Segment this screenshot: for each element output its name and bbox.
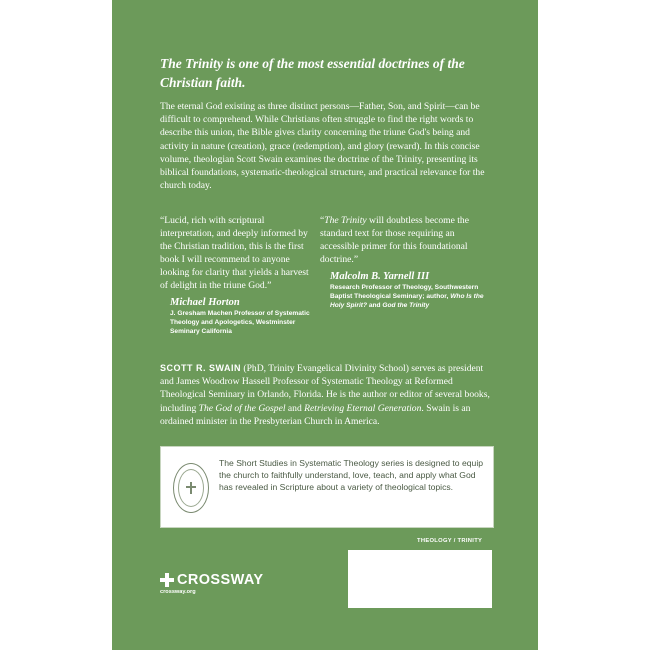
endorser-name: Malcolm B. Yarnell III xyxy=(330,271,430,282)
tagline: The Trinity is one of the most essential doctrines of the Christian faith. xyxy=(160,56,465,90)
series-description: The Short Studies in Systematic Theology series is designed to equip the church to faithfully understand, love, teach, and apply what God has revealed in Scripture about a variety of theological topics. xyxy=(219,458,484,492)
endorsement-horton xyxy=(160,214,318,336)
endorsement-text xyxy=(320,214,492,266)
crossway-cross-icon xyxy=(160,573,174,587)
book-title: The Trinity xyxy=(324,215,367,226)
endorsement-text: “Lucid, rich with scriptural interpretation, and deeply informed by the Christian tradition, this is the first book I will recommend to anyone looking for clarity that yields a harvest of delight in the triune God.” xyxy=(160,215,309,291)
publisher-url: crossway.org xyxy=(160,589,196,595)
book-title: Retrieving Eternal Generation xyxy=(304,402,422,414)
endorsement-rest: will doubtless become the standard text for those requiring an accessible primer for this foundational doctrine.” xyxy=(320,215,469,265)
barcode-area xyxy=(348,550,492,608)
series-seal-icon xyxy=(173,463,209,513)
series-description-box xyxy=(160,446,494,528)
author-name: SCOTT R. SWAIN xyxy=(160,363,241,373)
author-bio: SCOTT R. SWAIN (PhD, Trinity Evangelical Divinity School) serves as president and James Woodrow Hassell Professor of Systematic Theology at Reformed Theological Seminary in Orlando, Florida. He is the author or editor of several books, including The God of the Gospel and Retrieving Eternal Generation. Swain is an ordained minister in the Presbyterian Church in America. xyxy=(160,363,490,427)
back-cover xyxy=(112,0,538,650)
publisher-logo xyxy=(160,572,263,588)
publisher-name: CROSSWAY xyxy=(177,572,264,588)
endorser-name: Michael Horton xyxy=(170,297,240,308)
book-title: The God of the Gospel xyxy=(198,402,286,414)
endorser-title: Research Professor of Theology, Southwestern Baptist Theological Seminary; author, Who Is the Holy Spirit? and God the Trinity xyxy=(330,284,484,309)
category-label: THEOLOGY / TRINITY xyxy=(417,538,483,544)
intro-paragraph: The eternal God existing as three distinct persons—Father, Son, and Spirit—can be difficult to comprehend. While Christians often struggle to find the right words to describe this union, the Bible gives clarity concerning the triune God's being and activity in nature (creation), grace (redemption), and glory (reward). In this concise volume, theologian Scott Swain examines the doctrine of the Trinity, presenting its biblical foundations, systematic-theological structure, and practical relevance for the church today. xyxy=(160,101,485,192)
endorsement-yarnell xyxy=(320,214,492,310)
endorser-title: J. Gresham Machen Professor of Systematic Theology and Apologetics, Westminster Seminary California xyxy=(170,310,310,335)
open-quote: “ xyxy=(320,215,325,226)
